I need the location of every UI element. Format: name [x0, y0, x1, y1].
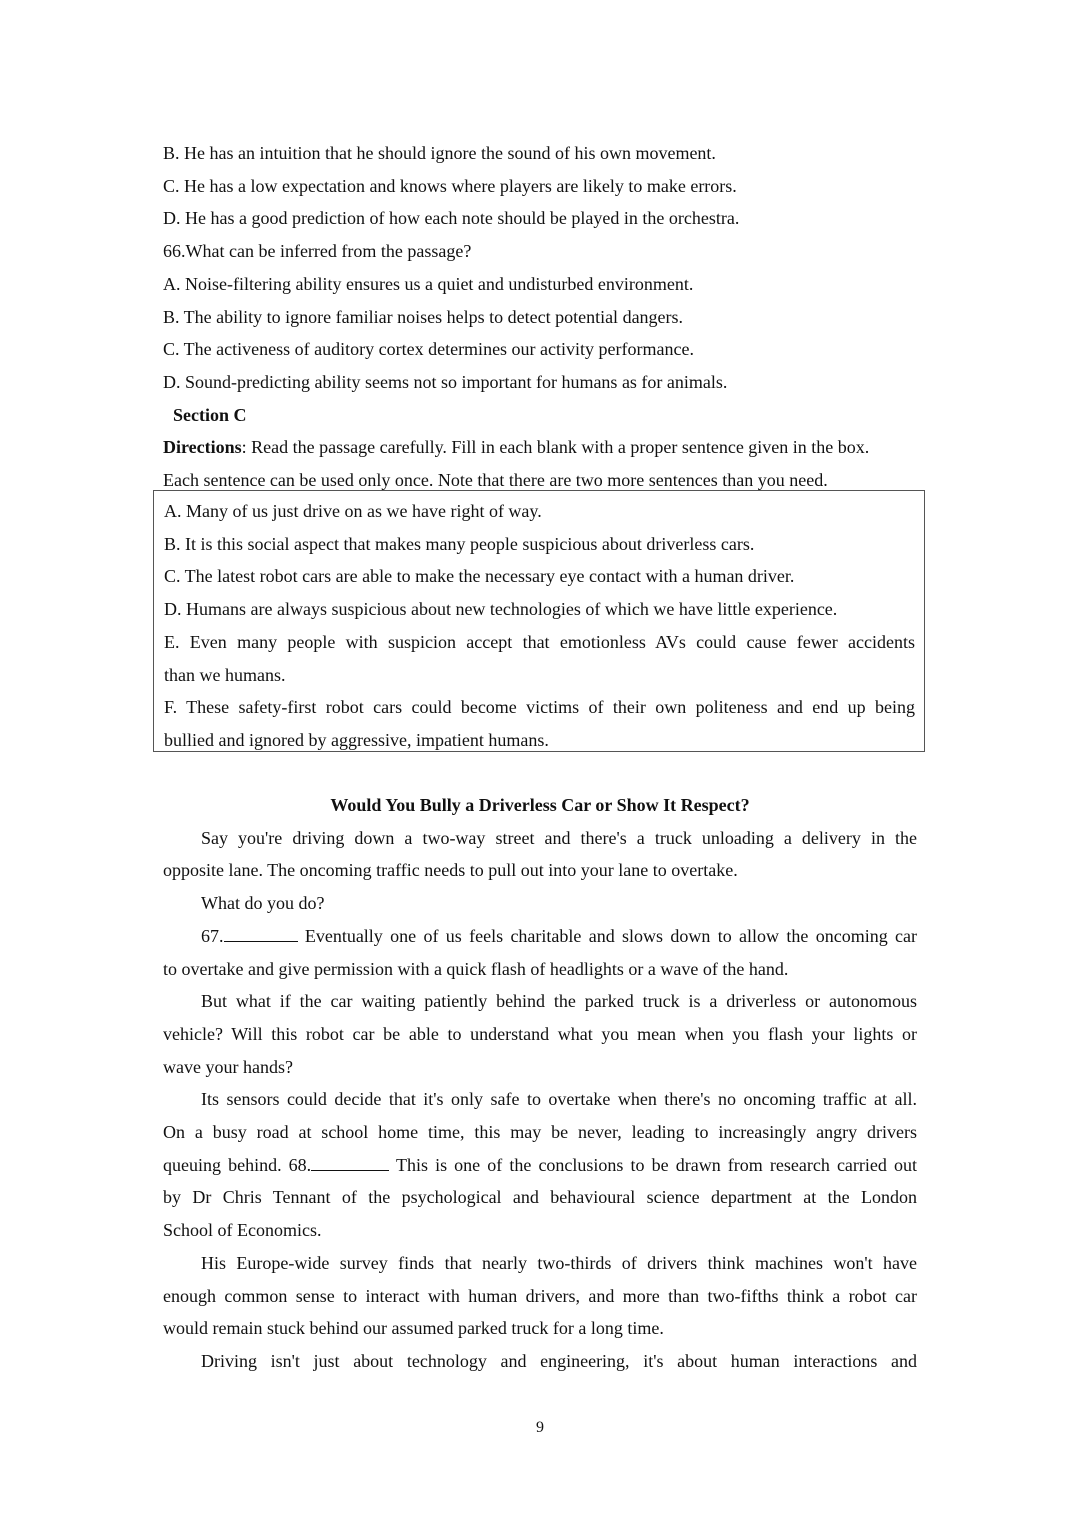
box-option-a: A. Many of us just drive on as we have right of way.	[164, 501, 542, 521]
p5-line-3-post: This is one of the conclusions to be drawn from research carried out	[389, 1154, 918, 1175]
blank-67[interactable]	[224, 924, 298, 942]
sentence-options-box	[153, 490, 925, 752]
p5-line-5: School of Economics.	[163, 1220, 322, 1241]
directions-label: Directions	[163, 437, 242, 458]
section-c-heading: Section C	[173, 404, 247, 425]
p3-line-2: to overtake and give permission with a quick flash of headlights or a wave of the hand.	[163, 958, 789, 979]
passage-block	[163, 789, 917, 1378]
p5-line-3	[163, 1149, 917, 1182]
p5-line-2: On a busy road at school home time, this may be never, leading to increasingly angry drivers	[163, 1122, 917, 1143]
p5-line-3-pre: queuing behind. 68.	[163, 1154, 312, 1175]
box-option-b: B. It is this social aspect that makes many people suspicious about driverless cars.	[164, 533, 755, 554]
q66-question: 66.What can be inferred from the passage?	[163, 241, 472, 262]
p6-line-1: His Europe-wide survey finds that nearly two-thirds of drivers think machines won't have	[201, 1252, 917, 1273]
directions-line-1	[163, 431, 917, 464]
directions-line-2: Each sentence can be used only once. Note that there are two more sentences than you need.	[163, 470, 828, 491]
q65-option-b: B. He has an intuition that he should ignore the sound of his own movement.	[163, 143, 716, 163]
p3-line-1-text: Eventually one of us feels charitable and slows down to allow the oncoming car	[297, 925, 917, 946]
p6-line-2: enough common sense to interact with human drivers, and more than two-fifths think a robot car	[163, 1285, 917, 1306]
p6-line-3: would remain stuck behind our assumed parked truck for a long time.	[163, 1318, 664, 1339]
p4-line-2: vehicle? Will this robot car be able to understand what you mean when you flash your lights or	[163, 1023, 917, 1044]
box-option-d: D. Humans are always suspicious about new technologies of which we have little experience.	[164, 599, 838, 620]
p5-line-1: Its sensors could decide that it's only safe to overtake when there's no oncoming traffic at all.	[201, 1089, 917, 1110]
directions-text: : Read the passage carefully. Fill in each blank with a proper sentence given in the box.	[241, 437, 870, 458]
p1-line-2: opposite lane. The oncoming traffic needs to pull out into your lane to overtake.	[163, 860, 738, 881]
p1-line-1: Say you're driving down a two-way street and there's a truck unloading a delivery in the	[201, 827, 917, 848]
q65-option-c: C. He has a low expectation and knows where players are likely to make errors.	[163, 175, 737, 196]
p4-line-1: But what if the car waiting patiently behind the parked truck is a driverless or autonomous	[201, 991, 917, 1012]
p7-line-1: Driving isn't just about technology and engineering, it's about human interactions and	[201, 1350, 917, 1371]
box-option-e-line-2: than we humans.	[164, 664, 286, 685]
q66-option-d: D. Sound-predicting ability seems not so important for humans as for animals.	[163, 371, 728, 392]
p3-line-1	[163, 920, 917, 953]
q65-option-d: D. He has a good prediction of how each note should be played in the orchestra.	[163, 208, 740, 229]
passage-title: Would You Bully a Driverless Car or Show It Respect?	[330, 795, 750, 815]
questions-block	[163, 137, 917, 497]
box-option-e-line-1: E. Even many people with suspicion accept that emotionless AVs could cause fewer accidents	[164, 631, 915, 652]
q66-option-a: A. Noise-filtering ability ensures us a quiet and undisturbed environment.	[163, 273, 694, 294]
box-option-f-line-1: F. These safety-first robot cars could become victims of their own politeness and end up being	[164, 697, 915, 718]
q66-option-c: C. The activeness of auditory cortex determines our activity performance.	[163, 339, 694, 360]
p4-line-3: wave your hands?	[163, 1056, 293, 1077]
p2: What do you do?	[201, 893, 325, 914]
box-option-f-line-2: bullied and ignored by aggressive, impatient humans.	[164, 729, 549, 750]
blank-67-number: 67.	[201, 925, 224, 946]
p5-line-4: by Dr Chris Tennant of the psychological and behavioural science department at the London	[163, 1187, 917, 1208]
q66-option-b: B. The ability to ignore familiar noises helps to detect potential dangers.	[163, 306, 684, 327]
box-option-c: C. The latest robot cars are able to make the necessary eye contact with a human driver.	[164, 566, 795, 587]
page-number: 9	[536, 1419, 544, 1436]
blank-68[interactable]	[311, 1153, 389, 1171]
